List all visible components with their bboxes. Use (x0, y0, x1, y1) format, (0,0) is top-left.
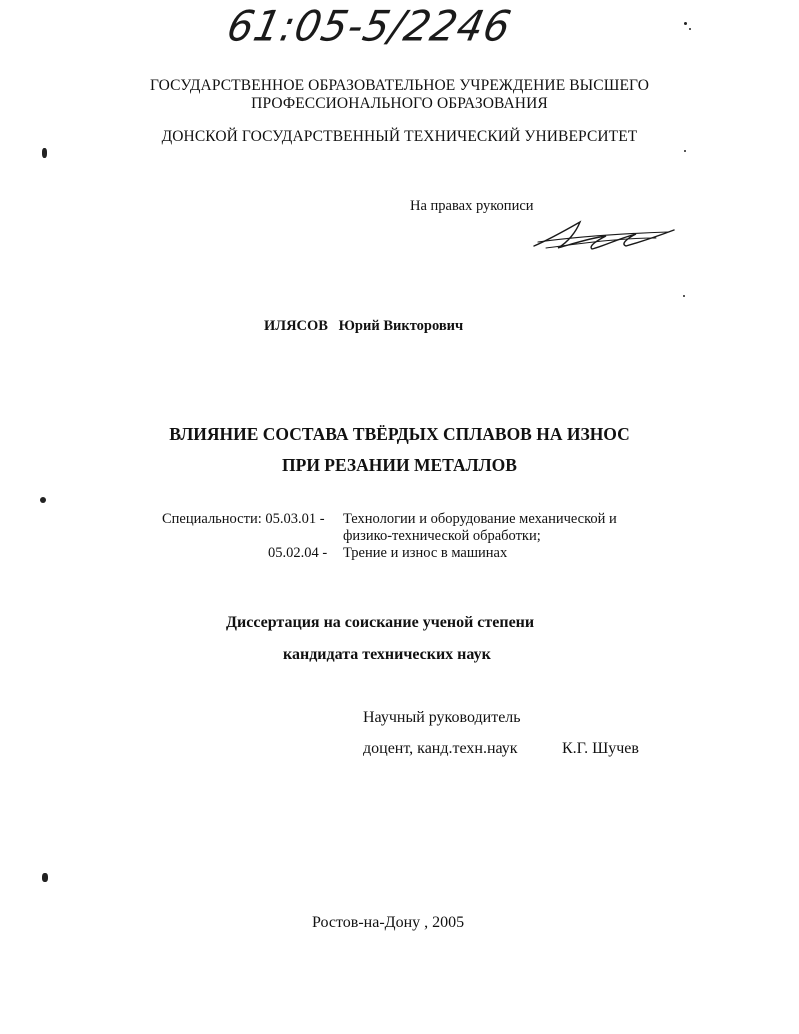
specialty-1-line-1: Технологии и оборудование механической и (343, 511, 617, 527)
scan-speck (684, 150, 686, 152)
thesis-title-line-2: ПРИ РЕЗАНИИ МЕТАЛЛОВ (282, 455, 517, 475)
specialties-label: Специальности: 05.03.01 - (162, 511, 325, 527)
institution-line-2: ПРОФЕССИОНАЛЬНОГО ОБРАЗОВАНИЯ (251, 95, 548, 112)
rights-note: На правах рукописи (410, 198, 534, 214)
specialty-2-name: Трение и износ в машинах (343, 545, 508, 561)
scan-speck (42, 873, 48, 882)
specialty-1-line-2: физико-технической обработки; (343, 528, 541, 544)
scan-speck (689, 28, 691, 30)
specialty-2-code: 05.02.04 - (268, 545, 328, 561)
scan-speck (683, 295, 685, 297)
supervisor-name: К.Г. Шучев (562, 740, 639, 757)
scan-speck (42, 148, 47, 158)
scan-speck (40, 497, 46, 503)
author-given-names: Юрий Викторович (338, 318, 464, 334)
supervisor-credentials: доцент, канд.техн.наук (363, 740, 518, 757)
author-surname: ИЛЯСОВ (264, 318, 328, 334)
degree-line-1: Диссертация на соискание ученой степени (226, 614, 535, 631)
thesis-title-line-1: ВЛИЯНИЕ СОСТАВА ТВЁРДЫХ СПЛАВОВ НА ИЗНОС (169, 424, 630, 444)
handwritten-number-text: 61:05-5/2246 (222, 2, 516, 52)
scan-speck (684, 22, 687, 25)
degree-line-2: кандидата технических наук (283, 646, 491, 663)
author-name (264, 318, 463, 335)
university-name: ДОНСКОЙ ГОСУДАРСТВЕННЫЙ ТЕХНИЧЕСКИЙ УНИВЕРСИТЕТ (161, 128, 638, 145)
signature (528, 216, 678, 256)
institution-line-1: ГОСУДАРСТВЕННОЕ ОБРАЗОВАТЕЛЬНОЕ УЧРЕЖДЕНИЕ ВЫСШЕГО (149, 77, 650, 94)
place-and-year: Ростов-на-Дону , 2005 (312, 914, 465, 931)
handwritten-archive-number (222, 2, 516, 58)
supervisor-label: Научный руководитель (363, 709, 521, 726)
